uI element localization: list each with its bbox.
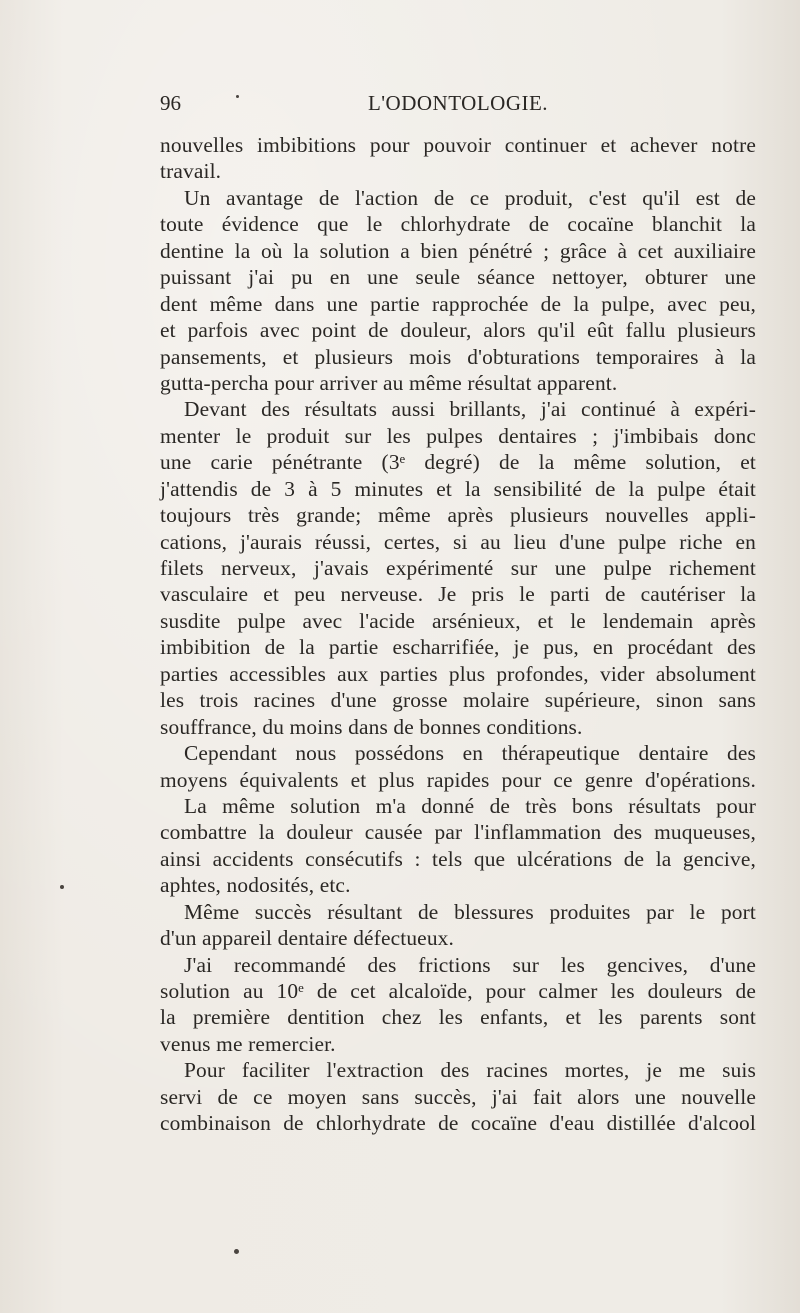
text-line: venus me remercier. xyxy=(160,1031,336,1056)
paragraph-first-line: Cependant nous possédons en thérapeutique dentaire des xyxy=(184,741,756,766)
text-line: cations, j'aurais réussi, certes, si au lieu d'une pulpe riche en xyxy=(160,529,756,554)
text-line: travail. xyxy=(160,159,222,184)
text-line: combattre la douleur causée par l'inflammation des muqueuses, xyxy=(160,820,756,845)
text-line: menter le produit sur les pulpes dentaires ; j'imbibais donc xyxy=(160,423,756,448)
paragraph-first-line: Devant des résultats aussi brillants, j'ai continué à expéri- xyxy=(184,397,756,422)
text-line: parties accessibles aux parties plus profondes, vider absolument xyxy=(160,661,756,686)
print-speck xyxy=(234,1249,239,1254)
text-line: j'attendis de 3 à 5 minutes et la sensibilité de la pulpe était xyxy=(160,476,756,501)
text-line: aphtes, nodosités, etc. xyxy=(160,873,351,898)
text-line: filets nerveux, j'avais expérimenté sur une pulpe richement xyxy=(160,556,756,580)
text-line: susdite pulpe avec l'acide arsénieux, et le lendemain après xyxy=(160,608,756,633)
text-line: nouvelles imbibitions pour pouvoir continuer et achever notre xyxy=(160,133,756,157)
text-line: moyens équivalents et plus rapides pour ce genre d'opérations. xyxy=(160,767,756,792)
text-line: la première dentition chez les enfants, et les parents sont xyxy=(160,1005,756,1030)
text-line: combinaison de chlorhydrate de cocaïne d'eau distillée d'alcool xyxy=(160,1111,756,1136)
running-head xyxy=(160,90,756,116)
paragraph-first-line: Un avantage de l'action de ce produit, c'est qu'il est de xyxy=(184,185,756,210)
text-line: souffrance, du moins dans de bonnes conditions. xyxy=(160,714,583,739)
text-line: et parfois avec point de douleur, alors qu'il eût fallu plusieurs xyxy=(160,318,756,343)
text-line: servi de ce moyen sans succès, j'ai fait alors une nouvelle xyxy=(160,1084,756,1109)
paragraph-first-line: Même succès résultant de blessures produites par le port xyxy=(184,899,756,924)
text-line: imbibition de la partie escharrifiée, je pus, en procédant des xyxy=(160,635,756,660)
paragraph-first-line: J'ai recommandé des frictions sur les gencives, d'une xyxy=(184,952,756,977)
running-title: L'ODONTOLOGIE. xyxy=(367,91,549,115)
text-line: dent même dans une partie rapprochée de la pulpe, avec peu, xyxy=(160,291,756,316)
paragraph-first-line: Pour faciliter l'extraction des racines mortes, je me suis xyxy=(184,1058,756,1083)
text-line: les trois racines d'une grosse molaire supérieure, sinon sans xyxy=(160,688,756,713)
text-line: gutta-percha pour arriver au même résultat apparent. xyxy=(160,370,618,395)
body-text xyxy=(160,132,756,1137)
paragraph-first-line: La même solution m'a donné de très bons résultats pour xyxy=(184,793,756,818)
text-line: puissant j'ai pu en une seule séance nettoyer, obturer une xyxy=(160,265,756,290)
text-line: toute évidence que le chlorhydrate de cocaïne blanchit la xyxy=(160,212,756,237)
print-speck xyxy=(60,885,64,889)
text-line: toujours très grande; même après plusieurs nouvelles appli- xyxy=(160,503,756,528)
text-line: vasculaire et peu nerveuse. Je pris le parti de cautériser la xyxy=(160,582,756,607)
text-line: pansements, et plusieurs mois d'obturations temporaires à la xyxy=(160,344,756,369)
page-number: 96 xyxy=(160,91,181,115)
text-line: solution au 10ᵉ de cet alcaloïde, pour calmer les douleurs de xyxy=(160,979,756,1003)
text-line: dentine la où la solution a bien pénétré ; grâce à cet auxiliaire xyxy=(160,238,756,263)
text-line: d'un appareil dentaire défectueux. xyxy=(160,926,455,951)
text-line: une carie pénétrante (3ᵉ degré) de la même solution, et xyxy=(160,450,756,475)
text-line: ainsi accidents consécutifs : tels que ulcérations de la gencive, xyxy=(160,846,756,871)
print-speck xyxy=(236,95,239,98)
